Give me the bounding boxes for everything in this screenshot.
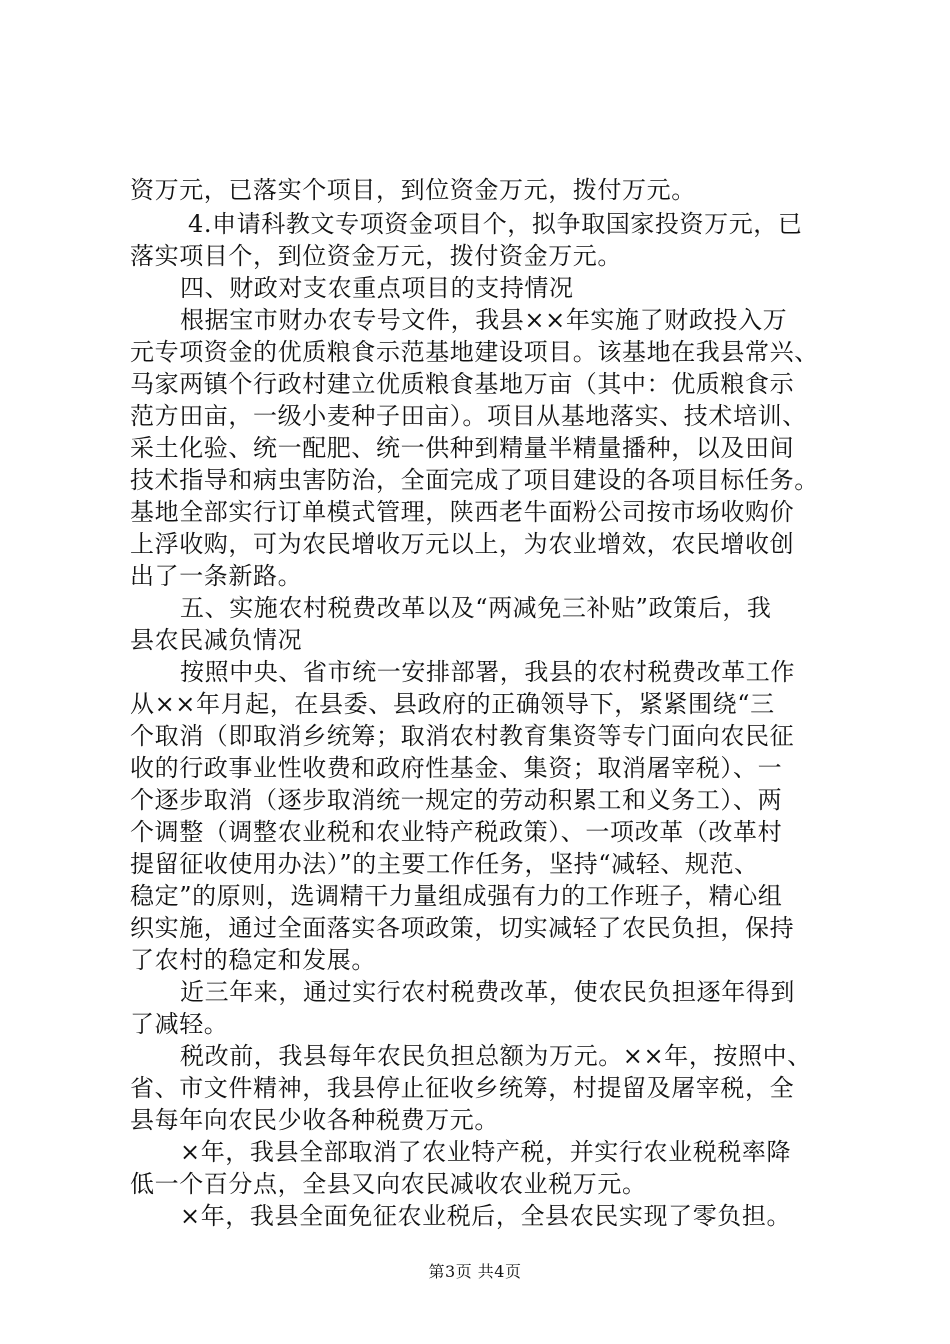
section-heading: 五、实施农村税费改革以及“两减免三补贴”政策后，我 (180, 594, 772, 622)
text-line: 从××年月起，在县委、县政府的正确领导下，紧紧围绕“三 (130, 690, 775, 718)
text-line: 收的行政事业性收费和政府性基金、集资；取消屠宰税）、一 (130, 754, 783, 782)
text-line: 元专项资金的优质粮食示范基地建设项目。该基地在我县常兴、 (130, 338, 819, 366)
section-heading: 四、财政对支农重点项目的支持情况 (180, 274, 574, 302)
text-line: 基地全部实行订单模式管理，陕西老牛面粉公司按市场收购价 (130, 498, 795, 526)
page-footer: 第3页 共4页 (428, 1262, 522, 1281)
section-heading: 县农民减负情况 (130, 626, 303, 654)
text-line: 低一个百分点，全县又向农民减收农业税万元。 (130, 1170, 647, 1198)
text-line: ×年，我县全部取消了农业特产税，并实行农业税税率降 (180, 1138, 792, 1166)
text-line: 资万元，已落实个项目，到位资金万元，拨付万元。 (130, 176, 696, 204)
text-line: 采土化验、统一配肥、统一供种到精量半精量播种，以及田间 (130, 434, 795, 462)
text-line: 根据宝市财办农专号文件，我县××年实施了财政投入万 (180, 306, 788, 334)
text-line: 出了一条新路。 (130, 562, 303, 590)
text-line: 近三年来，通过实行农村税费改革，使农民负担逐年得到 (180, 978, 795, 1006)
text-line: 县每年向农民少收各种税费万元。 (130, 1106, 499, 1134)
text-line: 织实施，通过全面落实各项政策，切实减轻了农民负担，保持 (130, 914, 795, 942)
text-line: 落实项目个，到位资金万元，拨付资金万元。 (130, 242, 622, 270)
text-line: 个调整（调整农业税和农业特产税政策）、一项改革（改革村 (130, 818, 783, 846)
text-line: 省、市文件精神，我县停止征收乡统筹，村提留及屠宰税，全 (130, 1074, 795, 1102)
text-line: 上浮收购，可为农民增收万元以上，为农业增效，农民增收创 (130, 530, 795, 558)
text-line: 个逐步取消（逐步取消统一规定的劳动积累工和义务工）、两 (130, 786, 783, 814)
text-line: 了农村的稳定和发展。 (130, 946, 376, 974)
text-line: 按照中央、省市统一安排部署，我县的农村税费改革工作 (180, 658, 795, 686)
text-line: 稳定”的原则，选调精干力量组成强有力的工作班子，精心组 (130, 882, 783, 910)
text-line: 税改前，我县每年农民负担总额为万元。××年，按照中、 (180, 1042, 812, 1070)
text-line: 技术指导和病虫害防治，全面完成了项目建设的各项目标任务。 (130, 466, 819, 494)
text-line: 马家两镇个行政村建立优质粮食基地万亩（其中：优质粮食示 (130, 370, 795, 398)
text-line: ×年，我县全面免征农业税后，全县农民实现了零负担。 (180, 1202, 792, 1230)
text-line: 4.申请科教文专项资金项目个，拟争取国家投资万元，已 (188, 210, 803, 238)
text-line: 了减轻。 (130, 1010, 229, 1038)
text-line: 范方田亩，一级小麦种子田亩）。项目从基地落实、技术培训、 (130, 402, 807, 430)
text-line: 提留征收使用办法）”的主要工作任务，坚持“减轻、规范、 (130, 850, 759, 878)
text-line: 个取消（即取消乡统筹；取消农村教育集资等专门面向农民征 (130, 722, 795, 750)
